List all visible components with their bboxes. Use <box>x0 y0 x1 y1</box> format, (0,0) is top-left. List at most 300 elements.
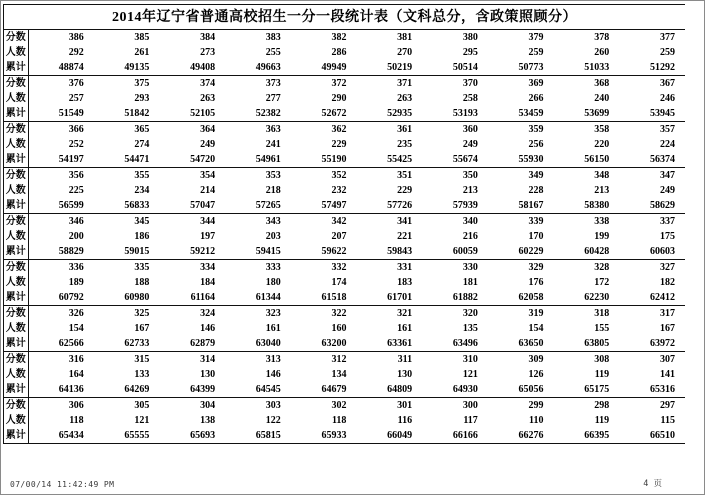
cumulative-cell: 63972 <box>619 336 685 352</box>
score-cell: 307 <box>660 354 675 365</box>
count-cell: 290 <box>331 93 347 104</box>
score-cell: 379 <box>528 32 544 43</box>
cumulative-cell: 57265 <box>225 198 291 214</box>
score-cell: 371 <box>397 78 413 89</box>
score-cell: 370 <box>462 78 478 89</box>
count-cell: 252 <box>68 139 84 150</box>
row-label-cumulative: 累计 <box>4 244 28 260</box>
score-cell: 306 <box>68 400 84 411</box>
cumulative-cell: 65316 <box>619 382 685 398</box>
count-cell: 220 <box>594 139 610 150</box>
cumulative-cell: 52382 <box>225 106 291 122</box>
count-cell: 119 <box>594 415 610 426</box>
count-cell: 259 <box>660 47 675 58</box>
score-cell: 384 <box>200 32 216 43</box>
score-cell: 342 <box>331 216 347 227</box>
score-cell: 367 <box>660 78 675 89</box>
count-cell: 274 <box>134 139 150 150</box>
count-cell: 218 <box>265 185 281 196</box>
table-row-score <box>4 76 685 92</box>
count-cell: 260 <box>594 47 610 58</box>
table-row-count <box>4 229 685 244</box>
score-cell: 349 <box>528 170 544 181</box>
count-cell: 116 <box>397 415 413 426</box>
score-cell: 341 <box>397 216 413 227</box>
score-cell: 358 <box>594 124 610 135</box>
cumulative-cell: 62566 <box>28 336 94 352</box>
count-cell: 270 <box>397 47 413 58</box>
count-cell: 135 <box>462 323 478 334</box>
cumulative-cell: 48874 <box>28 60 94 76</box>
score-cell: 344 <box>200 216 216 227</box>
cumulative-cell: 60059 <box>422 244 488 260</box>
score-cell: 299 <box>528 400 544 411</box>
count-cell: 130 <box>397 369 413 380</box>
score-cell: 319 <box>528 308 544 319</box>
count-cell: 213 <box>462 185 478 196</box>
score-cell: 365 <box>134 124 150 135</box>
score-cell: 304 <box>200 400 216 411</box>
count-cell: 161 <box>397 323 413 334</box>
cumulative-cell: 49408 <box>159 60 225 76</box>
count-cell: 182 <box>660 277 675 288</box>
count-cell: 175 <box>660 231 675 242</box>
cumulative-cell: 57497 <box>291 198 357 214</box>
table-row-cumulative <box>4 152 685 168</box>
score-cell: 317 <box>660 308 675 319</box>
score-cell: 364 <box>200 124 216 135</box>
cumulative-cell: 64809 <box>356 382 422 398</box>
footer-page-number: 4 页 <box>643 479 662 489</box>
cumulative-cell: 55190 <box>291 152 357 168</box>
count-cell: 172 <box>594 277 610 288</box>
score-cell: 329 <box>528 262 544 273</box>
score-cell: 352 <box>331 170 347 181</box>
table-row-score <box>4 260 685 276</box>
score-cell: 313 <box>265 354 281 365</box>
cumulative-cell: 66166 <box>422 428 488 444</box>
score-cell: 380 <box>462 32 478 43</box>
cumulative-cell: 64136 <box>28 382 94 398</box>
score-cell: 320 <box>462 308 478 319</box>
score-cell: 308 <box>594 354 610 365</box>
score-cell: 355 <box>134 170 150 181</box>
cumulative-cell: 63805 <box>554 336 620 352</box>
score-cell: 297 <box>660 400 675 411</box>
count-cell: 257 <box>68 93 84 104</box>
count-cell: 141 <box>660 369 675 380</box>
count-cell: 293 <box>134 93 150 104</box>
cumulative-cell: 61164 <box>159 290 225 306</box>
cumulative-cell: 65815 <box>225 428 291 444</box>
cumulative-cell: 53945 <box>619 106 685 122</box>
cumulative-cell: 63200 <box>291 336 357 352</box>
cumulative-cell: 57939 <box>422 198 488 214</box>
cumulative-cell: 60229 <box>488 244 554 260</box>
cumulative-cell: 59415 <box>225 244 291 260</box>
cumulative-cell: 50773 <box>488 60 554 76</box>
cumulative-cell: 65175 <box>554 382 620 398</box>
count-cell: 118 <box>69 415 84 426</box>
count-cell: 229 <box>397 185 413 196</box>
count-cell: 155 <box>594 323 610 334</box>
score-cell: 383 <box>265 32 281 43</box>
row-label-count: 人数 <box>4 367 28 382</box>
cumulative-cell: 64930 <box>422 382 488 398</box>
cumulative-cell: 58629 <box>619 198 685 214</box>
score-cell: 381 <box>397 32 413 43</box>
count-cell: 154 <box>528 323 544 334</box>
cumulative-cell: 54961 <box>225 152 291 168</box>
count-cell: 266 <box>528 93 544 104</box>
score-cell: 332 <box>331 262 347 273</box>
score-cell: 323 <box>265 308 281 319</box>
cumulative-cell: 65933 <box>291 428 357 444</box>
count-cell: 240 <box>594 93 610 104</box>
table-row-score <box>4 30 685 45</box>
score-cell: 360 <box>462 124 478 135</box>
cumulative-cell: 61882 <box>422 290 488 306</box>
cumulative-cell: 49949 <box>291 60 357 76</box>
score-cell: 350 <box>462 170 478 181</box>
table-row-score <box>4 168 685 184</box>
cumulative-cell: 63040 <box>225 336 291 352</box>
cumulative-cell: 51842 <box>94 106 160 122</box>
table-row-count <box>4 91 685 106</box>
row-label-score: 分数 <box>4 352 28 368</box>
score-cell: 366 <box>68 124 84 135</box>
count-cell: 160 <box>331 323 347 334</box>
score-cell: 327 <box>660 262 675 273</box>
score-cell: 374 <box>200 78 216 89</box>
score-cell: 309 <box>528 354 544 365</box>
count-cell: 130 <box>200 369 216 380</box>
score-cell: 377 <box>660 32 675 43</box>
score-cell: 314 <box>200 354 216 365</box>
cumulative-cell: 63361 <box>356 336 422 352</box>
cumulative-cell: 62733 <box>94 336 160 352</box>
score-table-body <box>4 30 685 444</box>
score-cell: 348 <box>594 170 610 181</box>
cumulative-cell: 64399 <box>159 382 225 398</box>
count-cell: 154 <box>68 323 84 334</box>
count-cell: 292 <box>68 47 84 58</box>
score-cell: 373 <box>265 78 281 89</box>
cumulative-cell: 61701 <box>356 290 422 306</box>
score-table <box>4 30 685 444</box>
count-cell: 189 <box>68 277 84 288</box>
count-cell: 259 <box>528 47 544 58</box>
count-cell: 232 <box>331 185 347 196</box>
cumulative-cell: 65555 <box>94 428 160 444</box>
score-cell: 385 <box>134 32 150 43</box>
cumulative-cell: 61518 <box>291 290 357 306</box>
count-cell: 214 <box>200 185 216 196</box>
score-cell: 335 <box>134 262 150 273</box>
row-label-count: 人数 <box>4 413 28 428</box>
score-cell: 325 <box>134 308 150 319</box>
count-cell: 200 <box>68 231 84 242</box>
cumulative-cell: 57047 <box>159 198 225 214</box>
cumulative-cell: 66049 <box>356 428 422 444</box>
score-cell: 343 <box>265 216 281 227</box>
row-label-cumulative: 累计 <box>4 106 28 122</box>
count-cell: 117 <box>463 415 478 426</box>
row-label-score: 分数 <box>4 76 28 92</box>
table-row-cumulative <box>4 60 685 76</box>
row-label-cumulative: 累计 <box>4 428 28 444</box>
row-label-cumulative: 累计 <box>4 60 28 76</box>
score-cell: 300 <box>462 400 478 411</box>
table-row-cumulative <box>4 382 685 398</box>
count-cell: 126 <box>528 369 544 380</box>
cumulative-cell: 66276 <box>488 428 554 444</box>
count-cell: 224 <box>660 139 675 150</box>
score-cell: 326 <box>68 308 84 319</box>
table-row-count <box>4 183 685 198</box>
cumulative-cell: 59212 <box>159 244 225 260</box>
cumulative-cell: 49663 <box>225 60 291 76</box>
cumulative-cell: 55425 <box>356 152 422 168</box>
cumulative-cell: 52672 <box>291 106 357 122</box>
cumulative-cell: 52935 <box>356 106 422 122</box>
cumulative-cell: 56599 <box>28 198 94 214</box>
cumulative-cell: 56150 <box>554 152 620 168</box>
row-label-cumulative: 累计 <box>4 152 28 168</box>
cumulative-cell: 60603 <box>619 244 685 260</box>
score-cell: 347 <box>660 170 675 181</box>
score-cell: 363 <box>265 124 281 135</box>
count-cell: 199 <box>594 231 610 242</box>
cumulative-cell: 66510 <box>619 428 685 444</box>
table-row-cumulative <box>4 244 685 260</box>
count-cell: 134 <box>331 369 347 380</box>
table-row-cumulative <box>4 106 685 122</box>
score-cell: 303 <box>265 400 281 411</box>
cumulative-cell: 60428 <box>554 244 620 260</box>
cumulative-cell: 60792 <box>28 290 94 306</box>
row-label-count: 人数 <box>4 91 28 106</box>
score-cell: 312 <box>331 354 347 365</box>
count-cell: 118 <box>331 415 347 426</box>
footer-timestamp: 07/00/14 11:42:49 PM <box>10 480 115 489</box>
count-cell: 186 <box>134 231 150 242</box>
table-row-count <box>4 367 685 382</box>
count-cell: 286 <box>331 47 347 58</box>
count-cell: 110 <box>529 415 544 426</box>
score-cell: 328 <box>594 262 610 273</box>
cumulative-cell: 51292 <box>619 60 685 76</box>
cumulative-cell: 50514 <box>422 60 488 76</box>
count-cell: 167 <box>660 323 675 334</box>
count-cell: 256 <box>528 139 544 150</box>
count-cell: 167 <box>134 323 150 334</box>
row-label-score: 分数 <box>4 306 28 322</box>
score-cell: 298 <box>594 400 610 411</box>
table-row-score <box>4 306 685 322</box>
score-cell: 382 <box>331 32 347 43</box>
score-cell: 346 <box>68 216 84 227</box>
cumulative-cell: 58380 <box>554 198 620 214</box>
row-label-count: 人数 <box>4 183 28 198</box>
score-cell: 318 <box>594 308 610 319</box>
score-cell: 316 <box>68 354 84 365</box>
count-cell: 115 <box>660 415 675 426</box>
cumulative-cell: 56374 <box>619 152 685 168</box>
score-cell: 311 <box>397 354 413 365</box>
score-cell: 351 <box>397 170 413 181</box>
row-label-cumulative: 累计 <box>4 198 28 214</box>
cumulative-cell: 64545 <box>225 382 291 398</box>
cumulative-cell: 54471 <box>94 152 160 168</box>
cumulative-cell: 51549 <box>28 106 94 122</box>
row-label-count: 人数 <box>4 321 28 336</box>
cumulative-cell: 62412 <box>619 290 685 306</box>
cumulative-cell: 49135 <box>94 60 160 76</box>
table-row-cumulative <box>4 198 685 214</box>
cumulative-cell: 58829 <box>28 244 94 260</box>
cumulative-cell: 53459 <box>488 106 554 122</box>
count-cell: 263 <box>397 93 413 104</box>
row-label-count: 人数 <box>4 45 28 60</box>
cumulative-cell: 60980 <box>94 290 160 306</box>
count-cell: 221 <box>397 231 413 242</box>
count-cell: 263 <box>200 93 216 104</box>
score-distribution-report <box>3 4 685 444</box>
count-cell: 255 <box>265 47 281 58</box>
table-row-score <box>4 214 685 230</box>
count-cell: 261 <box>134 47 150 58</box>
score-cell: 331 <box>397 262 413 273</box>
count-cell: 188 <box>134 277 150 288</box>
row-label-score: 分数 <box>4 168 28 184</box>
cumulative-cell: 65693 <box>159 428 225 444</box>
row-label-score: 分数 <box>4 214 28 230</box>
score-cell: 340 <box>462 216 478 227</box>
count-cell: 176 <box>528 277 544 288</box>
count-cell: 181 <box>462 277 478 288</box>
cumulative-cell: 55674 <box>422 152 488 168</box>
score-cell: 302 <box>331 400 347 411</box>
score-cell: 330 <box>462 262 478 273</box>
count-cell: 161 <box>265 323 281 334</box>
count-cell: 174 <box>331 277 347 288</box>
score-cell: 310 <box>462 354 478 365</box>
count-cell: 133 <box>134 369 150 380</box>
table-row-score <box>4 398 685 414</box>
score-cell: 336 <box>68 262 84 273</box>
row-label-count: 人数 <box>4 275 28 290</box>
cumulative-cell: 63496 <box>422 336 488 352</box>
count-cell: 197 <box>200 231 216 242</box>
count-cell: 228 <box>528 185 544 196</box>
count-cell: 229 <box>331 139 347 150</box>
count-cell: 249 <box>660 185 675 196</box>
score-cell: 354 <box>200 170 216 181</box>
score-cell: 322 <box>331 308 347 319</box>
score-cell: 315 <box>134 354 150 365</box>
table-row-count <box>4 137 685 152</box>
row-label-count: 人数 <box>4 229 28 244</box>
score-cell: 353 <box>265 170 281 181</box>
count-cell: 246 <box>660 93 675 104</box>
cumulative-cell: 54197 <box>28 152 94 168</box>
count-cell: 203 <box>265 231 281 242</box>
report-title: 2014年辽宁省普通高校招生一分一段统计表（文科总分，含政策照顾分） <box>4 5 685 30</box>
cumulative-cell: 62230 <box>554 290 620 306</box>
cumulative-cell: 62879 <box>159 336 225 352</box>
count-cell: 180 <box>265 277 281 288</box>
count-cell: 164 <box>68 369 84 380</box>
score-cell: 386 <box>68 32 84 43</box>
count-cell: 225 <box>68 185 84 196</box>
score-cell: 361 <box>397 124 413 135</box>
row-label-score: 分数 <box>4 122 28 138</box>
row-label-cumulative: 累计 <box>4 382 28 398</box>
score-cell: 305 <box>134 400 150 411</box>
cumulative-cell: 61344 <box>225 290 291 306</box>
cumulative-cell: 62058 <box>488 290 554 306</box>
count-cell: 277 <box>265 93 281 104</box>
cumulative-cell: 54720 <box>159 152 225 168</box>
row-label-cumulative: 累计 <box>4 290 28 306</box>
count-cell: 234 <box>134 185 150 196</box>
cumulative-cell: 64679 <box>291 382 357 398</box>
score-cell: 334 <box>200 262 216 273</box>
cumulative-cell: 64269 <box>94 382 160 398</box>
score-cell: 338 <box>594 216 610 227</box>
count-cell: 146 <box>265 369 281 380</box>
score-cell: 337 <box>660 216 675 227</box>
count-cell: 122 <box>265 415 281 426</box>
count-cell: 146 <box>200 323 216 334</box>
score-cell: 359 <box>528 124 544 135</box>
cumulative-cell: 51033 <box>554 60 620 76</box>
cumulative-cell: 57726 <box>356 198 422 214</box>
table-row-count <box>4 413 685 428</box>
count-cell: 213 <box>594 185 610 196</box>
score-cell: 333 <box>265 262 281 273</box>
cumulative-cell: 59622 <box>291 244 357 260</box>
score-cell: 339 <box>528 216 544 227</box>
count-cell: 184 <box>200 277 216 288</box>
table-row-count <box>4 275 685 290</box>
count-cell: 216 <box>462 231 478 242</box>
table-row-count <box>4 321 685 336</box>
score-cell: 356 <box>68 170 84 181</box>
count-cell: 241 <box>265 139 281 150</box>
cumulative-cell: 63650 <box>488 336 554 352</box>
table-row-cumulative <box>4 290 685 306</box>
cumulative-cell: 65056 <box>488 382 554 398</box>
score-cell: 369 <box>528 78 544 89</box>
count-cell: 235 <box>397 139 413 150</box>
cumulative-cell: 55930 <box>488 152 554 168</box>
score-cell: 375 <box>134 78 150 89</box>
table-row-cumulative <box>4 336 685 352</box>
row-label-score: 分数 <box>4 398 28 414</box>
row-label-score: 分数 <box>4 260 28 276</box>
cumulative-cell: 65434 <box>28 428 94 444</box>
count-cell: 170 <box>528 231 544 242</box>
count-cell: 119 <box>594 369 610 380</box>
score-cell: 301 <box>397 400 413 411</box>
count-cell: 207 <box>331 231 347 242</box>
score-cell: 368 <box>594 78 610 89</box>
cumulative-cell: 50219 <box>356 60 422 76</box>
cumulative-cell: 53699 <box>554 106 620 122</box>
table-row-count <box>4 45 685 60</box>
